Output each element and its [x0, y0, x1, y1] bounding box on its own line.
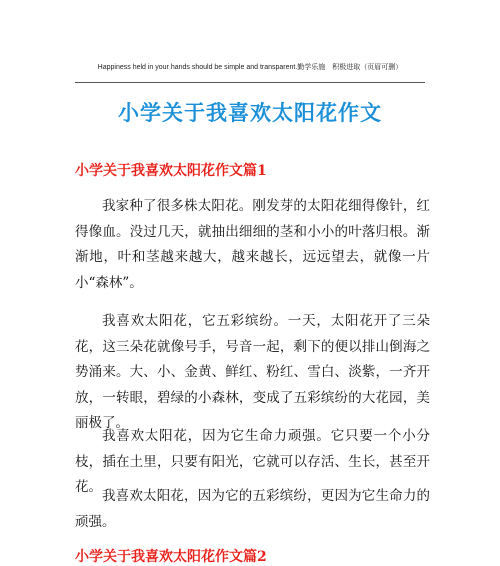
paragraph-1: 我家种了很多株太阳花。刚发芽的太阳花细得像针，红得像血。没过几天，就抽出细细的茎和小小的叶落归根。渐渐地，叶和茎越来越大，越来越长，远远望去，就像一片小“森林”。 — [75, 198, 430, 291]
header-divider — [75, 82, 425, 83]
page-header-tagline: Happiness held in your hands should be simple and transparent.勤学乐施 积极进取（页眉可删） — [97, 64, 403, 71]
section-heading-2: 小学关于我喜欢太阳花作文篇2 — [75, 549, 267, 565]
document-title: 小学关于我喜欢太阳花作文 — [118, 100, 382, 125]
paragraph-2: 我喜欢太阳花，它五彩缤纷。一天，太阳花开了三朵花，这三朵花就像号手，号音一起，剩下的便以排山倒海之势涌来。大、小、金黄、鲜红、粉红、雪白、淡紫，一齐开放，一转眼，碧绿的小森林，变成了五彩缤纷的大花园，美丽极了。 — [75, 313, 430, 431]
paragraph-3: 我喜欢太阳花，因为它生命力顽强。它只要一个小分枝，插在土里，只要有阳光，它就可以存活、生长，甚至开花。 — [75, 428, 430, 495]
section-heading-1: 小学关于我喜欢太阳花作文篇1 — [75, 163, 267, 179]
paragraph-4: 我喜欢太阳花，因为它的五彩缤纷，更因为它生命力的顽强。 — [75, 488, 430, 530]
